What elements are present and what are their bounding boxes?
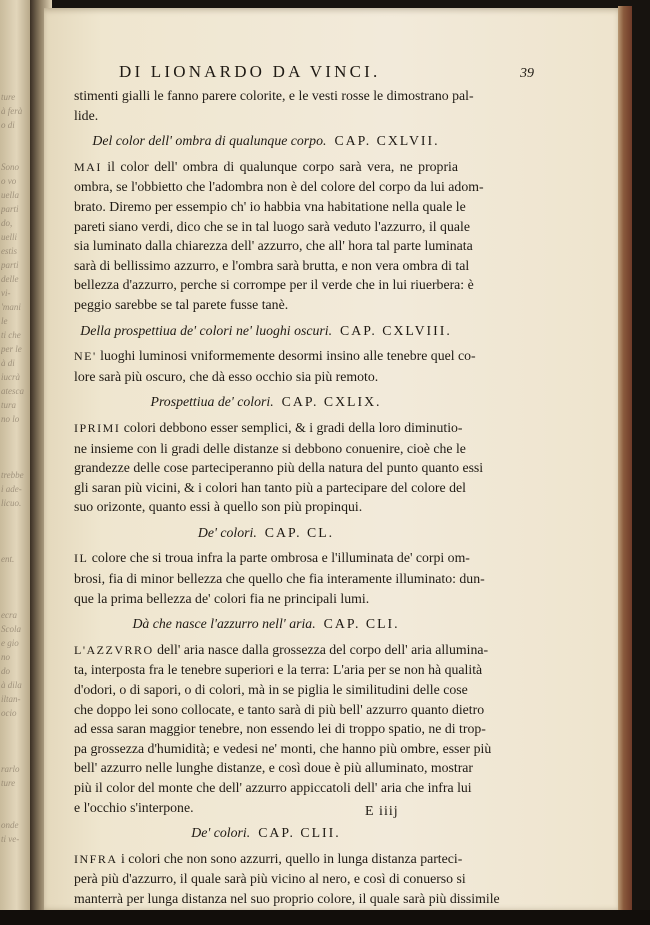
facing-page-fragment: e gio	[1, 638, 19, 648]
opening-word: NE'	[74, 349, 97, 364]
folio-number: 39	[520, 66, 534, 81]
text-line: peggio sarebbe se tal parete fusse tanè.	[74, 296, 289, 312]
chapter-title: De' colori.	[197, 524, 257, 540]
running-title: DI LIONARDO DA VINCI.	[119, 62, 381, 81]
text-line: pareti siano verdi, dico che se in tal luogo sarà veduto l'azzurro, il quale	[74, 218, 470, 234]
line-text: colori debbono esser semplici, & i gradi della loro diminutio-	[123, 419, 463, 435]
facing-page-fragment	[1, 748, 27, 762]
facing-page-fragment	[1, 580, 27, 594]
text-line: bellezza d'azzurro, perche si corrompe per il verde che in lui riuerbera: è	[74, 277, 474, 293]
chapter-title: Della prospettiua de' colori ne' luoghi oscuri.	[80, 322, 333, 338]
facing-page-fragment	[1, 426, 27, 440]
facing-page-fragment	[1, 566, 27, 580]
facing-page-fragment: ti che	[1, 330, 21, 340]
text-line: manterrà per lunga distanza nel suo proprio colore, il quale sarà più dissimile	[74, 890, 500, 906]
facing-page-fragment: licuo.	[1, 498, 22, 508]
facing-page-fragment: vi-	[1, 288, 11, 298]
continuation-paragraph	[74, 86, 474, 125]
text-line: più il color del monte che dell' azzurro appiccatoli dell' aria che infra lui	[74, 780, 472, 795]
facing-page-fragment: ent.	[1, 554, 15, 564]
facing-page-fragment	[1, 146, 27, 160]
line-text: i colori che non sono azzurri, quello in lunga distanza parteci-	[120, 850, 463, 866]
text-line: stimenti gialli le fanno parere colorite, e le vesti rosse le dimostrano pal-	[74, 88, 474, 103]
text-line: ta, interposta fra le tenebre superiori e la terra: L'aria per se non hà qualità	[74, 662, 483, 678]
facing-page-fragment: à ferà	[1, 106, 23, 116]
facing-page-edge	[0, 0, 30, 925]
text-line: e l'occhio s'interpone.	[74, 799, 194, 815]
facing-page-fragment: o vo	[1, 176, 17, 186]
chapter-number: CAP. CXLVII.	[334, 133, 440, 149]
facing-page-fragment	[1, 734, 27, 748]
scan-bottom-border	[0, 910, 650, 925]
facing-page-fragment: uelli	[1, 232, 17, 242]
text-line: sarà di bellissimo azzurro, e l'ombra sarà brutta, e non vera ombra di tal	[74, 257, 470, 273]
facing-page-fragment: o di	[1, 120, 15, 130]
text-line	[74, 640, 489, 661]
facing-page-fragment: do	[1, 666, 10, 676]
text-line: bell' azzurro nelle lunghe distanze, e così doue è più alluminato, mostrar	[74, 760, 474, 776]
opening-word: L'AZZVRRO	[74, 642, 154, 657]
chapter-number: CAP. CLI.	[323, 616, 400, 632]
chapter-heading	[74, 614, 458, 634]
text-line: lore sarà più oscuro, che dà esso occhio sia più remoto.	[74, 368, 379, 384]
facing-page-fragment	[1, 804, 27, 818]
facing-page-fragment: delle	[1, 274, 19, 284]
facing-page-fragment: do,	[1, 218, 13, 228]
opening-word: IL	[74, 551, 89, 566]
facing-page-fragment	[1, 594, 27, 608]
chapter-number: CAP. CLII.	[258, 825, 341, 841]
text-line	[74, 849, 463, 870]
facing-page-fragment	[1, 790, 27, 804]
chapter-heading	[74, 823, 458, 843]
facing-page-fragment: no	[1, 652, 10, 662]
facing-page-fragment: ture	[1, 778, 16, 788]
page-fore-edge	[618, 6, 632, 912]
chapter-paragraph	[74, 418, 484, 517]
facing-page-fragment: à di	[1, 358, 15, 368]
facing-page-fragment: rarlo	[1, 764, 20, 774]
facing-page-fragment	[1, 720, 27, 734]
facing-page-fragment: uella	[1, 190, 19, 200]
chapter-heading	[74, 321, 458, 341]
chapter-number: CAP. CL.	[264, 524, 335, 540]
text-line	[74, 548, 470, 569]
text-line	[74, 418, 463, 439]
facing-page-fragment: le	[1, 316, 8, 326]
text-line: gli saran più vicini, & i colori han tanto più a partecipare del colore del	[74, 479, 466, 495]
text-line: brato. Diremo per essempio ch' io habbia vna habitatione nella quale le	[74, 198, 466, 214]
text-line: che doppo lei sono collocate, e tanto sarà di più bell' azzurro quanto dietro	[74, 701, 485, 717]
text-line: suo orizonte, quanto essi à quello son più propinqui.	[74, 499, 363, 515]
facing-page-fragment: per le	[1, 344, 22, 354]
facing-page-fragment	[1, 510, 27, 524]
facing-page-fragment: parti	[1, 204, 19, 214]
facing-page-fragment: i ade-	[1, 484, 22, 494]
running-head	[119, 62, 534, 86]
chapter-heading	[74, 131, 458, 151]
chapter-title: Prospettiua de' colori.	[150, 394, 274, 410]
chapter-paragraph	[74, 548, 485, 608]
facing-page-fragment	[1, 524, 27, 538]
facing-page-fragment: atesca	[1, 386, 24, 396]
facing-page-fragment: estis	[1, 246, 18, 256]
opening-word: IPRIMI	[74, 420, 121, 435]
text-line: lide.	[74, 107, 99, 123]
line-text: dell' aria nasce dalla grossezza del corpo dell' aria allumina-	[157, 641, 489, 657]
text-line: pa grossezza d'humidità; e vedesi ne' monti, che hanno più ombre, esser più	[74, 740, 492, 756]
facing-page-fragment: trebbe	[1, 470, 24, 480]
facing-page-text-fragments	[1, 90, 27, 870]
facing-page-fragment: à dila	[1, 680, 22, 690]
facing-page-fragment	[1, 440, 27, 454]
line-text: il color dell' ombra di qualunque corpo sarà vera, ne propria	[107, 158, 459, 174]
facing-page-fragment: Sono	[1, 162, 19, 172]
text-line	[74, 346, 476, 367]
chapter-number: CAP. CXLIX.	[281, 394, 382, 410]
chapter-heading	[74, 392, 458, 412]
facing-page-fragment: no lo	[1, 414, 20, 424]
text-line: perà più d'azzurro, il quale sarà più vicino al nero, e così di conuerso si	[74, 871, 466, 887]
text-line: grandezze delle cose parteciperanno più della natura del punto quanto essi	[74, 460, 484, 476]
opening-word: INFRA	[74, 851, 118, 866]
chapter-title: De' colori.	[191, 825, 251, 841]
page-text-block	[74, 62, 534, 925]
chapter-paragraph	[74, 346, 476, 386]
opening-word: MAI	[74, 159, 102, 174]
text-line: que la prima bellezza de' colori fia ne principali lumi.	[74, 590, 370, 606]
facing-page-fragment: parti	[1, 260, 19, 270]
facing-page-fragment: tura	[1, 400, 17, 410]
facing-page-fragment: 'mani	[1, 302, 21, 312]
facing-page-fragment: iucrà	[1, 372, 20, 382]
facing-page-fragment: ecra	[1, 610, 17, 620]
text-line: brosi, fia di minor bellezza che quello che fia interamente illuminato: dun-	[74, 571, 485, 587]
chapter-paragraph	[74, 640, 492, 817]
facing-page-fragment	[1, 132, 27, 146]
text-line	[74, 157, 458, 178]
facing-page-fragment: iltan-	[1, 694, 21, 704]
facing-page-fragment: Scola	[1, 624, 21, 634]
facing-page-fragment: ture	[1, 92, 16, 102]
text-line: ne insieme con li gradi delle distanze si debbono conuenire, cioè che le	[74, 440, 466, 456]
text-line: d'odori, o di sapori, o di colori, mà in se piglia le similitudini delle cose	[74, 682, 468, 698]
text-line: ombra, se l'obbietto che l'adombra non è del colore del corpo da lui adom-	[74, 179, 484, 195]
chapter-number: CAP. CXLVIII.	[340, 322, 452, 338]
chapter-title: Dà che nasce l'azzurro nell' aria.	[132, 616, 316, 632]
chapter-heading	[74, 523, 458, 543]
facing-page-fragment: ocio	[1, 708, 17, 718]
chapter-paragraph	[74, 157, 484, 315]
chapter-title: Del color dell' ombra di qualunque corpo.	[92, 133, 327, 149]
text-line: sia luminato dalla chiarezza dell' azzurro, che all' hora tal parte luminata	[74, 238, 473, 254]
facing-page-fragment: onde	[1, 820, 19, 830]
facing-page-fragment	[1, 538, 27, 552]
facing-page-fragment: ti ve-	[1, 834, 20, 844]
facing-page-fragment	[1, 454, 27, 468]
line-text: colore che si troua infra la parte ombrosa e l'illuminata de' corpi om-	[91, 550, 470, 566]
printer-signature: E iiij	[365, 804, 399, 819]
text-line: ad essa saran maggior tenebre, non essendo lei di troppo spatio, ne di trop-	[74, 721, 486, 737]
line-text: luoghi luminosi vniformemente desormi insino alle tenebre quel co-	[100, 348, 476, 364]
